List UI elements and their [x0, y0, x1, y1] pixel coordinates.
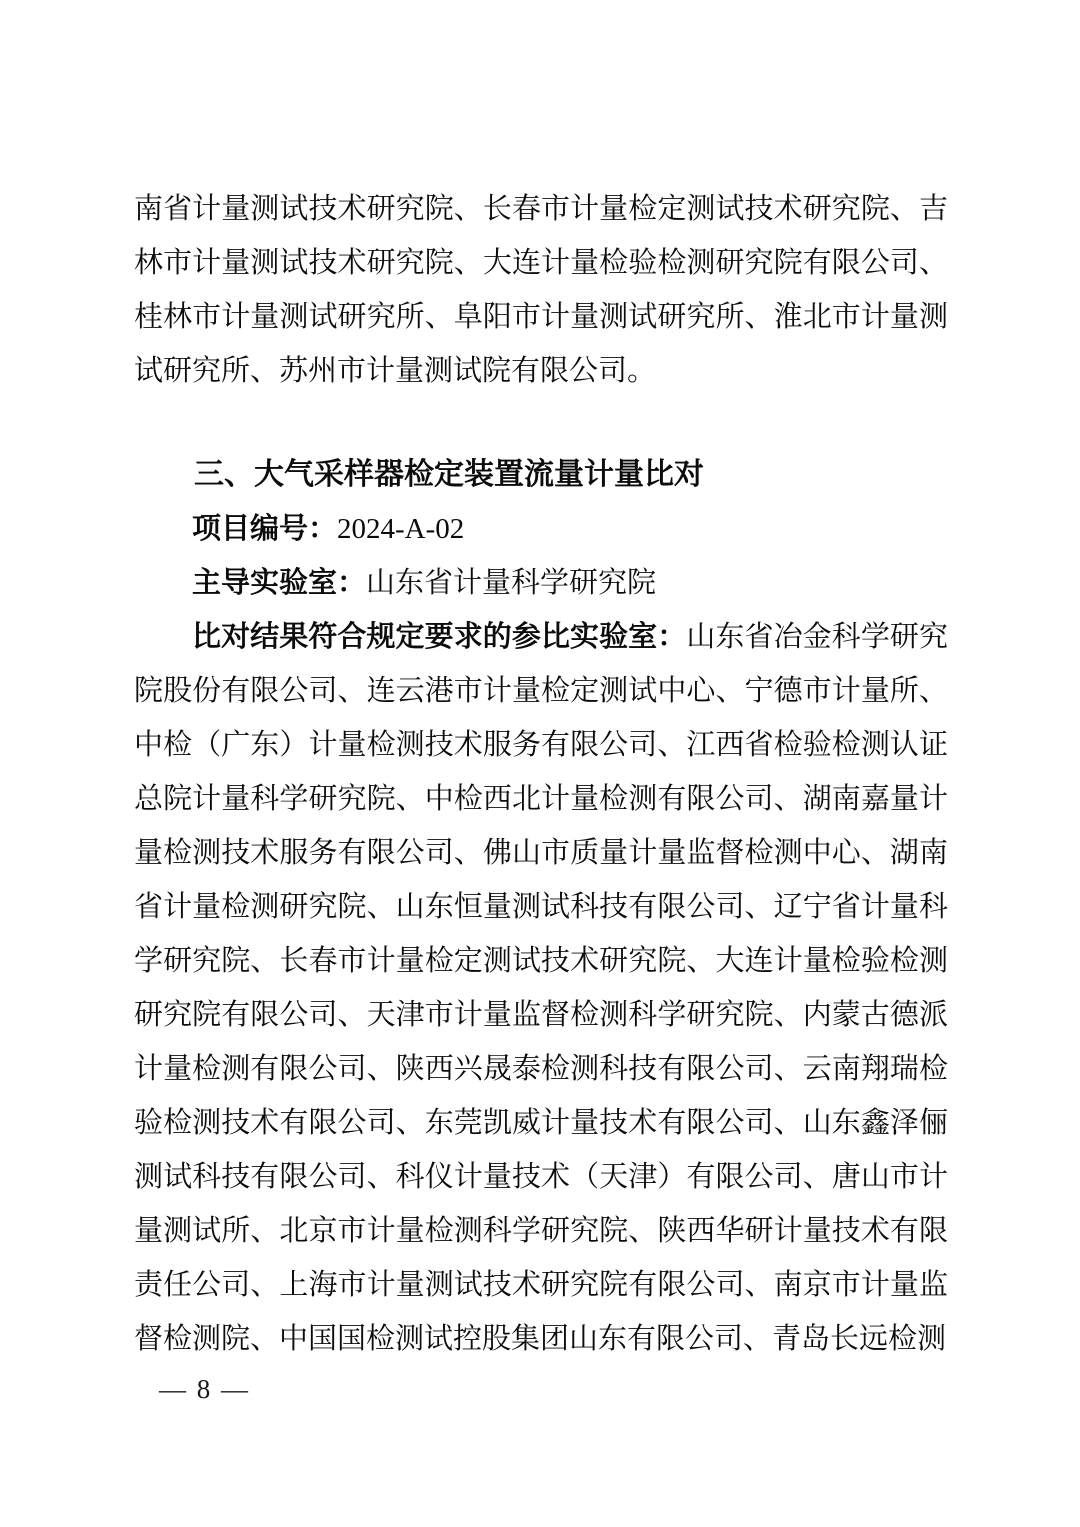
page-footer: [159, 1374, 250, 1405]
section-heading: 三、大气采样器检定装置流量计量比对: [194, 458, 704, 491]
lead-lab-value: 山东省计量科学研究院: [366, 567, 657, 599]
lead-lab-label: 主导实验室：: [192, 567, 367, 599]
participants-text: 山东省冶金科学研究院股份有限公司、连云港市计量检定测试中心、宁德市计量所、中检（广东）计量检测技术服务有限公司、江西省检验检测认证总院计量科学研究院、中检西北计量检测有限公司、湖南嘉量计量检测技术服务有限公司、佛山市质量计量监督检测中心、湖南省计量检测研究院、山东恒量测试科技有限公司、辽宁省计量科学研究院、长春市计量检定测试技术研究院、大连计量检验检测研究院有限公司、天津市计量监督检测科学研究院、内蒙古德派计量检测有限公司、陕西兴晟泰检测科技有限公司、云南翔瑞检验检测技术有限公司、东莞凯威计量技术有限公司、山东鑫泽俪测试科技有限公司、科仪计量技术（天津）有限公司、唐山市计量测试所、北京市计量检测科学研究院、陕西华研计量技术有限责任公司、上海市计量测试技术研究院有限公司、南京市计量监督检测院、中国国检测试控股集团山东有限公司、青岛长远检测: [134, 621, 948, 1355]
project-number-line: [134, 502, 948, 556]
participants-paragraph: [134, 610, 948, 1366]
paragraph-continuation: 南省计量测试技术研究院、长春市计量检定测试技术研究院、吉林市计量测试技术研究院、大连计量检验检测研究院有限公司、桂林市计量测试研究所、阜阳市计量测试研究所、淮北市计量测试研究所、苏州市计量测试院有限公司。: [134, 193, 948, 387]
page-number: — 8 —: [159, 1374, 250, 1404]
project-number-label: 项目编号：: [192, 513, 338, 545]
project-number-value: 2024-A-02: [337, 513, 465, 545]
lead-lab-line: [134, 556, 948, 610]
participants-label: 比对结果符合规定要求的参比实验室：: [192, 621, 687, 653]
page-content: [134, 182, 948, 1366]
